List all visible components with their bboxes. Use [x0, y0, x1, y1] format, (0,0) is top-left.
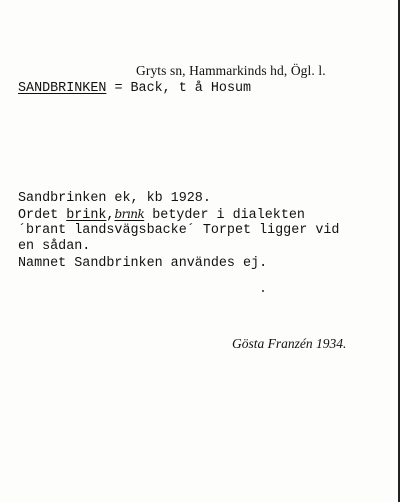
- scan-speck: [262, 290, 264, 292]
- line2-comma: ,: [106, 208, 115, 223]
- underlined-word: brink: [66, 208, 107, 223]
- body-line-1: Sandbrinken ek, kb 1928.: [18, 191, 211, 206]
- location-header: Gryts sn, Hammarkinds hd, Ögl. l.: [136, 63, 326, 78]
- body-line-5: Namnet Sandbrinken användes ej.: [18, 256, 268, 271]
- body-line-3: ´brant landsvägsbacke´ Torpet ligger vid: [18, 223, 340, 238]
- body-line-4: en sådan.: [18, 239, 91, 254]
- body-line-2: [18, 207, 305, 223]
- line2-prefix: Ordet: [18, 208, 67, 223]
- headword-definition: = Back, t å Hosum: [114, 81, 252, 96]
- signature: Gösta Franzén 1934.: [232, 336, 347, 351]
- headword: SANDBRINKEN: [18, 81, 107, 96]
- handwritten-pronunciation: brınk: [114, 207, 145, 221]
- entry-line: [18, 81, 251, 96]
- line2-suffix: betyder i dialekten: [144, 208, 305, 223]
